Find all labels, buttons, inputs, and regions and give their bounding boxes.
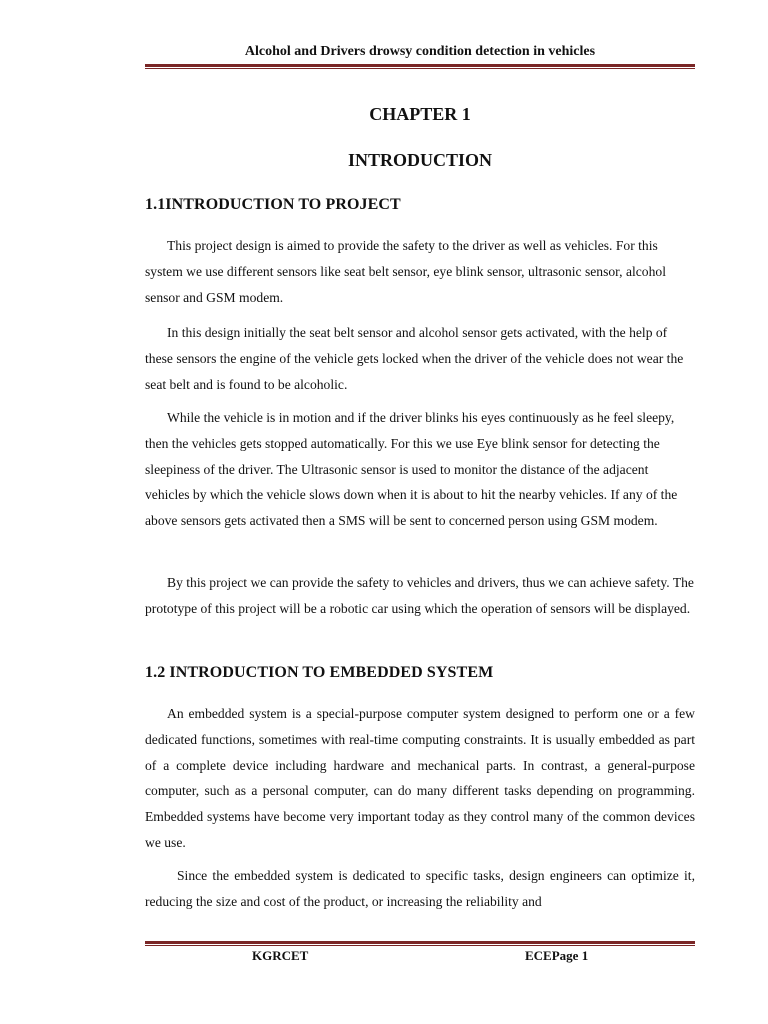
section-heading-1-2: 1.2 INTRODUCTION TO EMBEDDED SYSTEM [145, 664, 494, 681]
chapter-number: CHAPTER 1 [369, 104, 471, 124]
section-heading-1-1: 1.1INTRODUCTION TO PROJECT [145, 196, 401, 213]
paragraph: An embedded system is a special-purpose computer system designed to perform one or a few dedicated functions, sometimes with real-time computing constraints. It is usually embedded as part of a complete device including hardware and mechanical parts. In contrast, a general-purpose computer, such as a personal computer, can do many different tasks depending on programming. Embedded systems have become very important today as they control many of the common devices we use. [145, 706, 695, 850]
running-header: Alcohol and Drivers drowsy condition detection in vehicles [244, 44, 596, 59]
chapter-title: INTRODUCTION [347, 150, 493, 170]
paragraph: Since the embedded system is dedicated to specific tasks, design engineers can optimize it, reducing the size and cost of the product, or increasing the reliability and [145, 868, 695, 909]
header-rule [145, 64, 695, 69]
paragraph: This project design is aimed to provide the safety to the driver as well as vehicles. For this system we use different sensors like seat belt sensor, eye blink sensor, ultrasonic sensor, alcohol sensor and GSM modem. [145, 238, 666, 305]
footer-page-number: ECEPage 1 [525, 948, 589, 963]
footer-rule [145, 941, 695, 946]
paragraph: By this project we can provide the safety to vehicles and drivers, thus we can achieve safety. The prototype of this project will be a robotic car using which the operation of sensors will be displayed. [145, 575, 694, 616]
paragraph: While the vehicle is in motion and if the driver blinks his eyes continuously as he feel sleepy, then the vehicles gets stopped automatically. For this we use Eye blink sensor for detecting the sleepiness of the driver. The Ultrasonic sensor is used to monitor the distance of the adjacent vehicles by which the vehicle slows down when it is about to hit the nearby vehicles. If any of the above sensors gets activated then a SMS will be sent to concerned person using GSM modem. [145, 410, 678, 529]
footer-college: KGRCET [252, 948, 309, 963]
paragraph: In this design initially the seat belt sensor and alcohol sensor gets activated, with the help of these sensors the engine of the vehicle gets locked when the driver of the vehicle does not wear the seat belt and is found to be alcoholic. [145, 325, 684, 392]
